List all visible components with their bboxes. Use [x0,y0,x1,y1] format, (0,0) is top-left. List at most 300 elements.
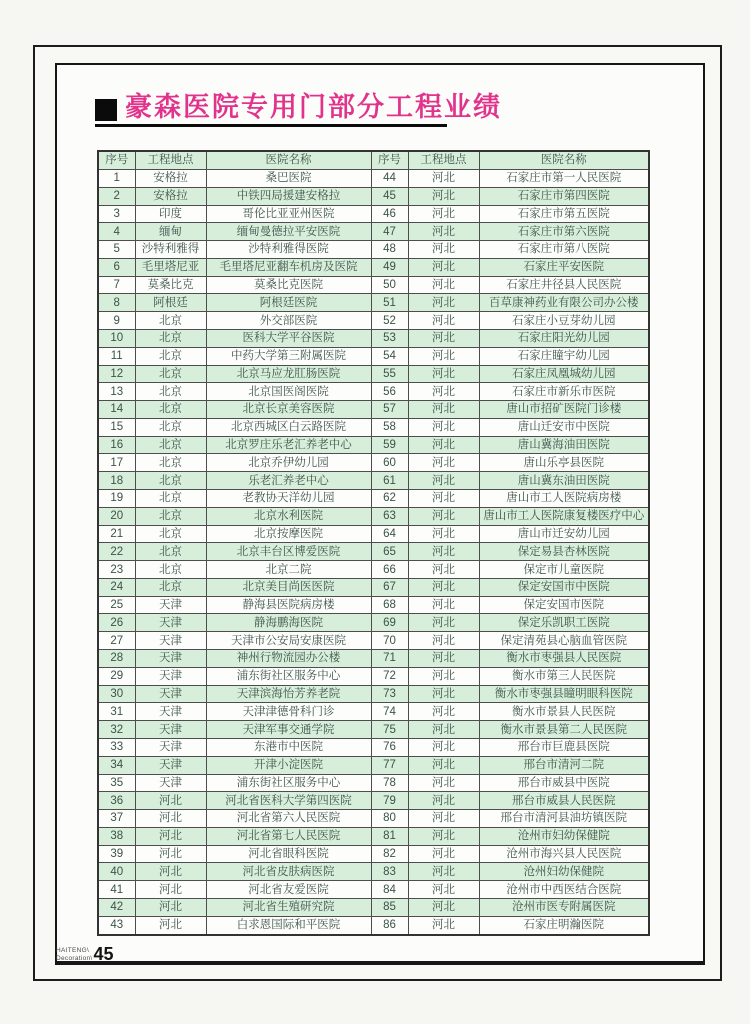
row-number-cell: 45 [371,187,408,205]
column-header: 工程地点 [135,151,206,169]
hospital-name-cell: 沧州市医专附属医院 [479,898,649,916]
project-location-cell: 河北 [408,614,479,632]
row-number-cell: 64 [371,525,408,543]
table-row [98,401,649,419]
table-row [98,347,649,365]
project-location-cell: 河北 [408,525,479,543]
projects-table [97,150,650,936]
hospital-name-cell: 保定易县杏林医院 [479,543,649,561]
table-row [98,543,649,561]
row-number-cell: 14 [98,401,135,419]
hospital-name-cell: 邢台市清河县油坊镇医院 [479,810,649,828]
table-row [98,276,649,294]
hospital-name-cell: 天津市公安局安康医院 [206,632,371,650]
hospital-name-cell: 北京丰台区博爱医院 [206,543,371,561]
project-location-cell: 北京 [135,578,206,596]
project-location-cell: 莫桑比克 [135,276,206,294]
project-location-cell: 北京 [135,329,206,347]
hospital-name-cell: 天津滨海怡芳养老院 [206,685,371,703]
row-number-cell: 50 [371,276,408,294]
project-location-cell: 北京 [135,454,206,472]
row-number-cell: 84 [371,881,408,899]
column-header: 医院名称 [479,151,649,169]
project-location-cell: 河北 [408,898,479,916]
project-location-cell: 河北 [408,347,479,365]
hospital-name-cell: 中药大学第三附属医院 [206,347,371,365]
table-row [98,561,649,579]
project-location-cell: 河北 [408,650,479,668]
row-number-cell: 17 [98,454,135,472]
project-location-cell: 河北 [408,756,479,774]
row-number-cell: 75 [371,721,408,739]
table-row [98,845,649,863]
hospital-name-cell: 河北省第六人民医院 [206,810,371,828]
column-header: 序号 [98,151,135,169]
hospital-name-cell: 开津小淀医院 [206,756,371,774]
row-number-cell: 16 [98,436,135,454]
project-location-cell: 河北 [408,738,479,756]
row-number-cell: 57 [371,401,408,419]
hospital-name-cell: 石家庄平安医院 [479,258,649,276]
row-number-cell: 63 [371,507,408,525]
row-number-cell: 80 [371,810,408,828]
hospital-name-cell: 北京罗庄乐老汇养老中心 [206,436,371,454]
hospital-name-cell: 河北省友爱医院 [206,881,371,899]
project-location-cell: 河北 [135,916,206,935]
project-location-cell: 天津 [135,756,206,774]
table-row [98,596,649,614]
row-number-cell: 46 [371,205,408,223]
row-number-cell: 19 [98,490,135,508]
row-number-cell: 74 [371,703,408,721]
project-location-cell: 河北 [408,294,479,312]
table-row [98,721,649,739]
title-underline [95,124,447,127]
project-location-cell: 北京 [135,312,206,330]
column-header: 序号 [371,151,408,169]
row-number-cell: 11 [98,347,135,365]
hospital-name-cell: 沧州市妇幼保健院 [479,827,649,845]
table-row [98,329,649,347]
title-block [95,93,502,123]
row-number-cell: 55 [371,365,408,383]
hospital-name-cell: 北京长京美容医院 [206,401,371,419]
project-location-cell: 河北 [408,578,479,596]
row-number-cell: 83 [371,863,408,881]
row-number-cell: 78 [371,774,408,792]
row-number-cell: 41 [98,881,135,899]
row-number-cell: 25 [98,596,135,614]
row-number-cell: 71 [371,650,408,668]
project-location-cell: 北京 [135,401,206,419]
project-location-cell: 河北 [408,436,479,454]
project-location-cell: 河北 [408,810,479,828]
row-number-cell: 65 [371,543,408,561]
row-number-cell: 38 [98,827,135,845]
row-number-cell: 69 [371,614,408,632]
project-location-cell: 北京 [135,472,206,490]
project-location-cell: 河北 [408,258,479,276]
row-number-cell: 29 [98,667,135,685]
table-row [98,258,649,276]
column-header: 医院名称 [206,151,371,169]
project-location-cell: 河北 [408,543,479,561]
hospital-name-cell: 邢台市威县中医院 [479,774,649,792]
row-number-cell: 12 [98,365,135,383]
project-location-cell: 天津 [135,632,206,650]
row-number-cell: 54 [371,347,408,365]
row-number-cell: 44 [371,169,408,187]
project-location-cell: 河北 [408,632,479,650]
row-number-cell: 1 [98,169,135,187]
row-number-cell: 20 [98,507,135,525]
row-number-cell: 30 [98,685,135,703]
row-number-cell: 56 [371,383,408,401]
project-location-cell: 河北 [408,169,479,187]
project-location-cell: 沙特利雅得 [135,241,206,259]
table-row [98,312,649,330]
table-row [98,863,649,881]
hospital-name-cell: 医科大学平谷医院 [206,329,371,347]
row-number-cell: 40 [98,863,135,881]
row-number-cell: 18 [98,472,135,490]
row-number-cell: 10 [98,329,135,347]
project-location-cell: 河北 [408,881,479,899]
project-location-cell: 河北 [408,383,479,401]
project-location-cell: 河北 [408,418,479,436]
row-number-cell: 24 [98,578,135,596]
hospital-name-cell: 莫桑比克医院 [206,276,371,294]
row-number-cell: 26 [98,614,135,632]
footer-brand-line1: HAITENG\ [56,946,90,954]
project-location-cell: 河北 [408,187,479,205]
table-row [98,578,649,596]
row-number-cell: 42 [98,898,135,916]
project-location-cell: 河北 [135,898,206,916]
project-location-cell: 天津 [135,596,206,614]
row-number-cell: 5 [98,241,135,259]
row-number-cell: 7 [98,276,135,294]
project-location-cell: 河北 [408,792,479,810]
project-location-cell: 河北 [135,810,206,828]
hospital-name-cell: 唐山市工人医院康复楼医疗中心 [479,507,649,525]
project-location-cell: 北京 [135,365,206,383]
hospital-name-cell: 河北省皮肤病医院 [206,863,371,881]
project-location-cell: 河北 [135,863,206,881]
row-number-cell: 4 [98,223,135,241]
project-location-cell: 北京 [135,436,206,454]
hospital-name-cell: 保定安国市中医院 [479,578,649,596]
hospital-name-cell: 北京乔伊幼儿园 [206,454,371,472]
hospital-name-cell: 唐山市工人医院病房楼 [479,490,649,508]
table-row [98,614,649,632]
hospital-name-cell: 唐山市招矿医院门诊楼 [479,401,649,419]
hospital-name-cell: 河北省第七人民医院 [206,827,371,845]
table-header-row [98,151,649,169]
project-location-cell: 北京 [135,525,206,543]
hospital-name-cell: 石家庄明瀚医院 [479,916,649,935]
project-location-cell: 天津 [135,667,206,685]
row-number-cell: 6 [98,258,135,276]
hospital-name-cell: 唐山迁安市中医院 [479,418,649,436]
footer-mark [56,944,114,965]
table-row [98,685,649,703]
table-row [98,223,649,241]
hospital-name-cell: 北京马应龙肛肠医院 [206,365,371,383]
row-number-cell: 48 [371,241,408,259]
table-row [98,650,649,668]
table-row [98,881,649,899]
row-number-cell: 73 [371,685,408,703]
row-number-cell: 66 [371,561,408,579]
project-location-cell: 天津 [135,650,206,668]
row-number-cell: 23 [98,561,135,579]
row-number-cell: 15 [98,418,135,436]
project-location-cell: 安格拉 [135,187,206,205]
row-number-cell: 47 [371,223,408,241]
row-number-cell: 49 [371,258,408,276]
row-number-cell: 81 [371,827,408,845]
hospital-name-cell: 神州行物流园办公楼 [206,650,371,668]
table-row [98,703,649,721]
hospital-name-cell: 沧州市中西医结合医院 [479,881,649,899]
hospital-name-cell: 哥伦比亚亚州医院 [206,205,371,223]
hospital-name-cell: 静海县医院病房楼 [206,596,371,614]
hospital-name-cell: 衡水市景县第二人民医院 [479,721,649,739]
row-number-cell: 43 [98,916,135,935]
hospital-name-cell: 静海鹏海医院 [206,614,371,632]
project-location-cell: 河北 [135,827,206,845]
table-row [98,454,649,472]
hospital-name-cell: 石家庄凤凰城幼儿园 [479,365,649,383]
project-location-cell: 北京 [135,418,206,436]
row-number-cell: 62 [371,490,408,508]
hospital-name-cell: 阿根廷医院 [206,294,371,312]
table-row [98,187,649,205]
project-location-cell: 河北 [408,312,479,330]
table-row [98,898,649,916]
row-number-cell: 51 [371,294,408,312]
hospital-name-cell: 石家庄市新乐市医院 [479,383,649,401]
hospital-name-cell: 石家庄市第四医院 [479,187,649,205]
hospital-name-cell: 乐老汇养老中心 [206,472,371,490]
hospital-name-cell: 百草康神药业有限公司办公楼 [479,294,649,312]
project-location-cell: 天津 [135,614,206,632]
hospital-name-cell: 保定清苑县心脑血管医院 [479,632,649,650]
row-number-cell: 72 [371,667,408,685]
project-location-cell: 河北 [408,703,479,721]
hospital-name-cell: 北京国医阁医院 [206,383,371,401]
hospital-name-cell: 唐山乐亭县医院 [479,454,649,472]
row-number-cell: 53 [371,329,408,347]
row-number-cell: 31 [98,703,135,721]
column-header: 工程地点 [408,151,479,169]
hospital-name-cell: 石家庄市第五医院 [479,205,649,223]
hospital-name-cell: 保定乐凯职工医院 [479,614,649,632]
project-location-cell: 河北 [408,916,479,935]
project-location-cell: 河北 [135,845,206,863]
table-row [98,632,649,650]
row-number-cell: 36 [98,792,135,810]
project-location-cell: 天津 [135,685,206,703]
hospital-name-cell: 唐山冀东油田医院 [479,472,649,490]
hospital-name-cell: 唐山冀海油田医院 [479,436,649,454]
table-row [98,810,649,828]
project-location-cell: 河北 [408,685,479,703]
project-location-cell: 河北 [408,596,479,614]
table-row [98,827,649,845]
project-location-cell: 河北 [135,792,206,810]
row-number-cell: 34 [98,756,135,774]
project-location-cell: 河北 [408,507,479,525]
project-location-cell: 河北 [408,490,479,508]
project-location-cell: 河北 [408,561,479,579]
row-number-cell: 70 [371,632,408,650]
hospital-name-cell: 石家庄市第八医院 [479,241,649,259]
table-row [98,756,649,774]
project-location-cell: 安格拉 [135,169,206,187]
row-number-cell: 28 [98,650,135,668]
project-location-cell: 河北 [408,241,479,259]
table-row [98,916,649,935]
hospital-name-cell: 北京按摩医院 [206,525,371,543]
title-bullet-square-icon [95,99,117,121]
hospital-name-cell: 老教协天洋幼儿园 [206,490,371,508]
hospital-name-cell: 衡水市第三人民医院 [479,667,649,685]
row-number-cell: 2 [98,187,135,205]
hospital-name-cell: 毛里塔尼亚翻车机房及医院 [206,258,371,276]
project-location-cell: 北京 [135,347,206,365]
project-location-cell: 河北 [135,881,206,899]
footer-page-number: 45 [93,944,114,964]
hospital-name-cell: 北京西城区白云路医院 [206,418,371,436]
row-number-cell: 68 [371,596,408,614]
row-number-cell: 58 [371,418,408,436]
hospital-name-cell: 石家庄瞳宇幼儿园 [479,347,649,365]
row-number-cell: 39 [98,845,135,863]
footer-brand-logo [56,947,93,963]
footer-brand-line2: Decoration\ [56,954,93,962]
hospital-name-cell: 石家庄小豆芽幼儿园 [479,312,649,330]
hospital-name-cell: 沙特利雅得医院 [206,241,371,259]
table-row [98,507,649,525]
project-location-cell: 北京 [135,490,206,508]
row-number-cell: 33 [98,738,135,756]
project-location-cell: 天津 [135,738,206,756]
row-number-cell: 22 [98,543,135,561]
hospital-name-cell: 北京二院 [206,561,371,579]
row-number-cell: 59 [371,436,408,454]
row-number-cell: 37 [98,810,135,828]
project-location-cell: 缅甸 [135,223,206,241]
project-location-cell: 河北 [408,667,479,685]
hospital-name-cell: 桑巴医院 [206,169,371,187]
hospital-name-cell: 北京美目尚医医院 [206,578,371,596]
project-location-cell: 北京 [135,561,206,579]
row-number-cell: 52 [371,312,408,330]
project-location-cell: 天津 [135,703,206,721]
row-number-cell: 76 [371,738,408,756]
row-number-cell: 82 [371,845,408,863]
row-number-cell: 61 [371,472,408,490]
hospital-name-cell: 浦东街社区服务中心 [206,774,371,792]
project-location-cell: 北京 [135,507,206,525]
hospital-name-cell: 缅甸曼德拉平安医院 [206,223,371,241]
table-row [98,472,649,490]
hospital-name-cell: 河北省眼科医院 [206,845,371,863]
project-location-cell: 阿根廷 [135,294,206,312]
project-location-cell: 河北 [408,365,479,383]
row-number-cell: 35 [98,774,135,792]
hospital-name-cell: 衡水市景县人民医院 [479,703,649,721]
project-location-cell: 河北 [408,454,479,472]
table-row [98,418,649,436]
row-number-cell: 8 [98,294,135,312]
row-number-cell: 86 [371,916,408,935]
table-row [98,436,649,454]
project-location-cell: 河北 [408,721,479,739]
hospital-name-cell: 石家庄市第六医院 [479,223,649,241]
hospital-name-cell: 沧州市海兴县人民医院 [479,845,649,863]
hospital-name-cell: 邢台市清河二院 [479,756,649,774]
table-row [98,169,649,187]
project-location-cell: 河北 [408,845,479,863]
project-location-cell: 河北 [408,472,479,490]
row-number-cell: 67 [371,578,408,596]
project-location-cell: 河北 [408,276,479,294]
table-row [98,383,649,401]
row-number-cell: 13 [98,383,135,401]
table-row [98,241,649,259]
hospital-name-cell: 北京水利医院 [206,507,371,525]
hospital-name-cell: 沧州妇幼保健院 [479,863,649,881]
project-location-cell: 河北 [408,329,479,347]
page-title: 豪森医院专用门部分工程业绩 [125,92,502,122]
hospital-name-cell: 保定市儿童医院 [479,561,649,579]
hospital-name-cell: 外交部医院 [206,312,371,330]
hospital-name-cell: 白求恩国际和平医院 [206,916,371,935]
project-location-cell: 河北 [408,827,479,845]
row-number-cell: 27 [98,632,135,650]
project-location-cell: 河北 [408,774,479,792]
table-row [98,294,649,312]
hospital-name-cell: 邢台市威县人民医院 [479,792,649,810]
project-location-cell: 河北 [408,205,479,223]
row-number-cell: 60 [371,454,408,472]
row-number-cell: 77 [371,756,408,774]
hospital-name-cell: 衡水市枣强县瞳明眼科医院 [479,685,649,703]
hospital-name-cell: 东港市中医院 [206,738,371,756]
project-location-cell: 北京 [135,543,206,561]
hospital-name-cell: 中铁四局援建安格拉 [206,187,371,205]
table-row [98,365,649,383]
project-location-cell: 河北 [408,863,479,881]
row-number-cell: 85 [371,898,408,916]
hospital-name-cell: 天津军事交通学院 [206,721,371,739]
hospital-name-cell: 邢台市巨鹿县医院 [479,738,649,756]
hospital-name-cell: 唐山市迁安幼儿园 [479,525,649,543]
hospital-name-cell: 天津津德骨科门诊 [206,703,371,721]
hospital-name-cell: 石家庄市第一人民医院 [479,169,649,187]
hospital-name-cell: 保定安国市医院 [479,596,649,614]
table-row [98,774,649,792]
project-location-cell: 毛里塔尼亚 [135,258,206,276]
row-number-cell: 32 [98,721,135,739]
project-location-cell: 天津 [135,721,206,739]
table-row [98,490,649,508]
table-row [98,667,649,685]
hospital-name-cell: 石家庄阳光幼儿园 [479,329,649,347]
